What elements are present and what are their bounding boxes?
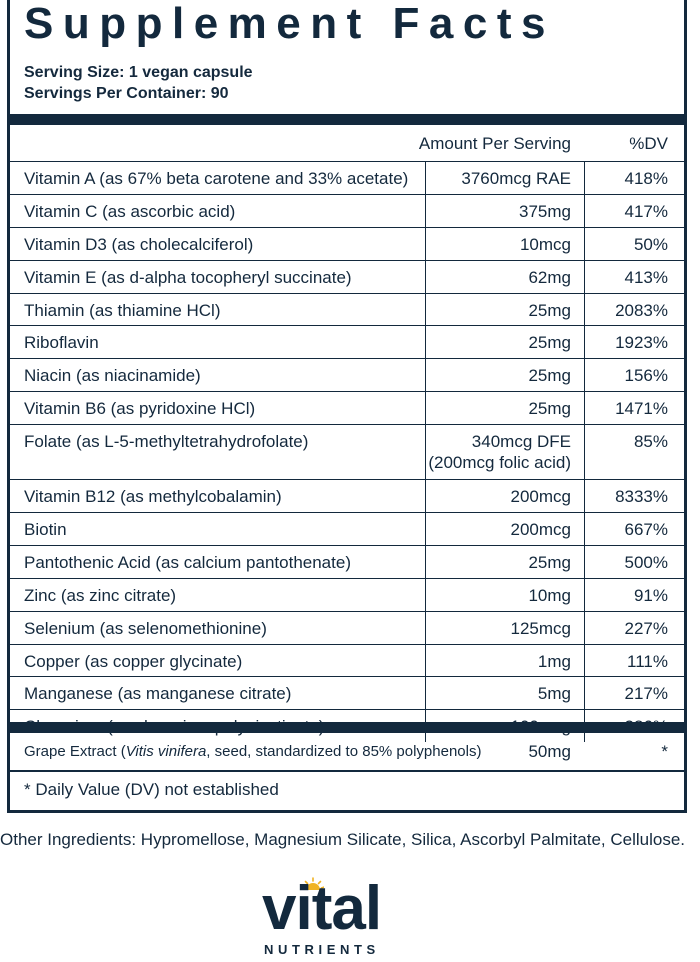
thin-divider [10,770,684,772]
row-amount: 25mg [528,399,571,419]
row-name: Manganese (as manganese citrate) [24,684,292,704]
row-name: Vitamin D3 (as cholecalciferol) [24,234,254,254]
row-dv: 667% [624,520,668,540]
table-row [10,227,684,260]
column-separator [425,195,426,227]
row-amount: 10mcg [519,234,571,254]
row-amount: 25mg [528,366,571,386]
row-name: Vitamin B12 (as methylcobalamin) [24,487,282,507]
column-separator [425,480,426,512]
table-row [10,479,684,512]
other-ingredients: Other Ingredients: Hypromellose, Magnesium Silicate, Silica, Ascorbyl Palmitate, Cellulose. [0,830,686,849]
column-separator [584,228,585,260]
row-name: Copper (as copper glycinate) [24,651,243,671]
grape-name-suffix: , seed, standardized to 85% polyphenols) [206,743,482,760]
row-amount: 3760mcg RAE [461,169,571,188]
panel-title: Supplement Facts [24,0,555,48]
column-separator [584,261,585,293]
row-dv: 85% [633,432,668,452]
column-separator [425,579,426,611]
row-name: Vitamin B6 (as pyridoxine HCl) [24,399,256,419]
row-name: Selenium (as selenomethionine) [24,618,267,638]
column-separator [584,425,585,479]
row-amount-sub: (200mcg folic acid) [428,453,571,473]
column-separator [425,228,426,260]
row-dv: 500% [624,552,668,572]
row-dv: 418% [624,169,668,188]
logo-wordmark: vital [262,874,382,943]
footnote: * Daily Value (DV) not established [24,780,279,799]
column-separator [425,612,426,644]
servings-per-container: Servings Per Container: 90 [24,85,229,102]
row-dv: 227% [624,618,668,638]
header-amount: Amount Per Serving [418,134,571,153]
row-amount: 5mg [537,684,571,704]
column-separator [425,425,426,479]
column-separator [425,261,426,293]
row-dv: * [661,742,668,761]
row-name [24,741,481,763]
table-row [10,194,684,227]
column-separator [584,195,585,227]
row-name: Vitamin A (as 67% beta carotene and 33% acetate) [24,169,409,188]
grape-extract-row [10,736,684,768]
row-name: Riboflavin [24,333,99,353]
column-separator [584,359,585,391]
logo-subtitle: NUTRIENTS [264,942,380,957]
table-row [10,260,684,293]
row-name: Biotin [24,520,67,540]
table-row [10,676,684,709]
table-row [10,611,684,644]
row-dv: 417% [624,201,668,221]
header-dv: %DV [629,134,668,153]
column-separator [584,480,585,512]
row-dv: 413% [624,267,668,287]
row-name: Niacin (as niacinamide) [24,366,201,386]
row-name: Thiamin (as thiamine HCl) [24,300,221,320]
row-dv: 8333% [615,487,668,507]
column-separator [425,294,426,326]
row-dv: 2083% [615,300,668,320]
row-amount: 1mg [537,651,571,671]
table-row [10,325,684,358]
nutrient-table [10,161,684,742]
row-amount: 340mcg DFE [471,432,571,452]
row-dv: 156% [624,366,668,386]
grape-name-italic: Vitis vinifera [125,743,207,760]
row-amount: 125mcg [510,618,571,638]
column-separator [584,392,585,424]
row-dv: 1923% [615,333,668,353]
column-separator [425,513,426,545]
thick-divider [10,722,684,733]
row-dv: 50% [633,234,668,254]
supplement-facts-panel [7,0,687,813]
table-row [10,545,684,578]
row-amount: 375mg [519,201,571,221]
table-row [10,512,684,545]
table-row [10,644,684,677]
brand-logo [262,874,442,962]
row-dv: 91% [633,585,668,605]
column-separator [584,162,585,194]
column-separator [584,612,585,644]
row-name: Pantothenic Acid (as calcium pantothenate) [24,552,351,572]
column-separator [584,326,585,358]
column-separator [425,359,426,391]
row-amount: 10mg [528,585,571,605]
table-row [10,578,684,611]
column-separator [584,546,585,578]
grape-name-prefix: Grape Extract ( [24,743,126,760]
column-separator [425,645,426,677]
column-separator [425,326,426,358]
row-dv: 1471% [615,399,668,419]
table-row [10,161,684,194]
row-name: Folate (as L-5-methyltetrahydrofolate) [24,432,309,452]
column-separator [425,677,426,709]
thick-divider [10,114,684,125]
column-separator [584,579,585,611]
serving-size: Serving Size: 1 vegan capsule [24,64,253,81]
table-row [10,424,684,479]
row-amount: 25mg [528,552,571,572]
row-amount: 25mg [528,333,571,353]
column-separator [584,677,585,709]
column-separator [584,513,585,545]
row-name: Vitamin C (as ascorbic acid) [24,201,236,221]
row-amount: 200mcg [510,520,571,540]
column-separator [425,392,426,424]
table-row [10,293,684,326]
table-row [10,358,684,391]
table-row [10,391,684,424]
row-name: Vitamin E (as d-alpha tocopheryl succinate) [24,267,352,287]
row-amount: 62mg [528,267,571,287]
row-amount: 50mg [528,742,571,761]
row-dv: 217% [624,684,668,704]
column-separator [425,546,426,578]
row-amount: 25mg [528,300,571,320]
row-dv: 111% [627,651,668,671]
column-separator [584,294,585,326]
row-amount: 200mcg [510,487,571,507]
column-separator [584,645,585,677]
column-separator [425,162,426,194]
row-name: Zinc (as zinc citrate) [24,585,177,605]
